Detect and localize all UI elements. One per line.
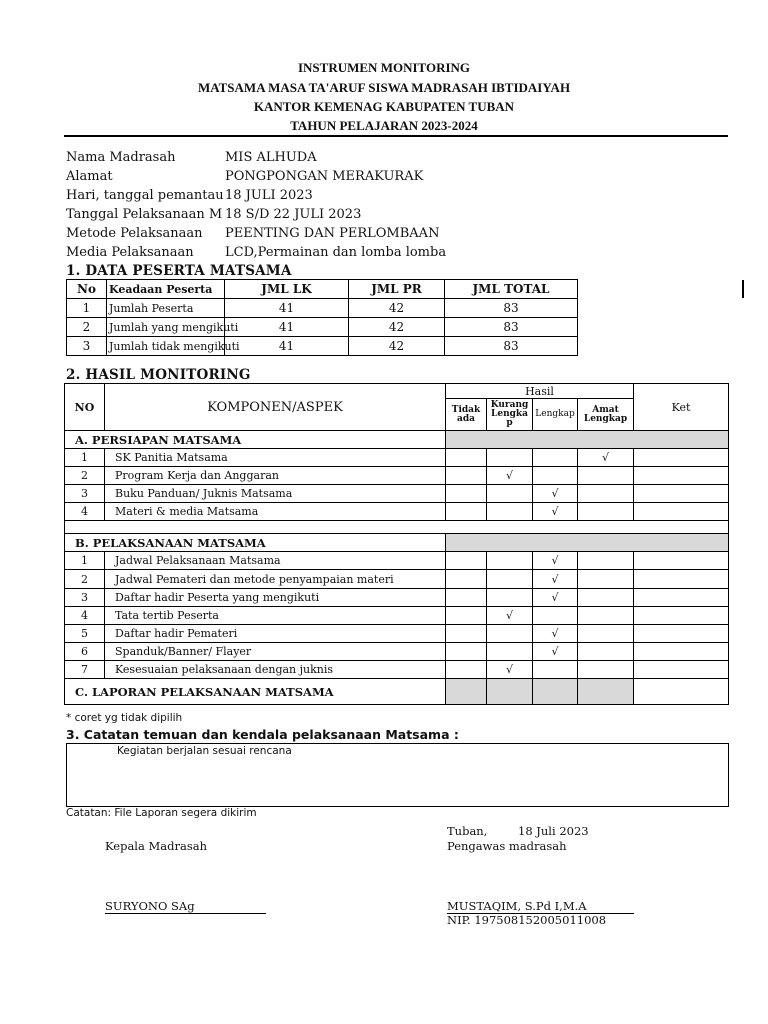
col-header-kurang (487, 399, 533, 431)
check-cell: √ (487, 467, 533, 485)
table-row (65, 589, 729, 607)
header-text: Lengkap (583, 413, 628, 424)
info-label: Media Pelaksanaan (66, 245, 194, 260)
ket-cell (634, 552, 729, 570)
rating-cell (578, 661, 634, 679)
row-lk: 41 (225, 337, 349, 356)
row-no: 1 (65, 449, 105, 467)
rating-cell (446, 485, 487, 503)
nip: NIP. 197508152005011008 (447, 913, 607, 927)
notes-text: Kegiatan berjalan sesuai rencana (117, 745, 292, 757)
info-label: Nama Madrasah (66, 150, 176, 165)
row-label: Daftar hadir Peserta yang mengikuti (105, 589, 446, 607)
check-cell: √ (533, 570, 578, 589)
row-label: Program Kerja dan Anggaran (105, 467, 446, 485)
info-label: Hari, tanggal pemantau (66, 188, 224, 203)
rating-cell (578, 503, 634, 521)
row-no: 1 (65, 552, 105, 570)
rating-cell (446, 643, 487, 661)
col-header-tidak-ada (446, 399, 487, 431)
row-no: 3 (65, 589, 105, 607)
info-label: Metode Pelaksanaan (66, 226, 203, 241)
rating-cell (487, 570, 533, 589)
info-label: Alamat (66, 169, 113, 184)
row-label: Daftar hadir Pemateri (105, 625, 446, 643)
row-label: Materi & media Matsama (105, 503, 446, 521)
row-no: 2 (67, 318, 107, 337)
header-text: Lengka (491, 409, 528, 419)
row-no: 2 (65, 467, 105, 485)
row-pr: 42 (349, 299, 445, 318)
ket-cell (634, 503, 729, 521)
rating-cell (487, 449, 533, 467)
info-value: 18 JULI 2023 (225, 188, 313, 203)
group-title: B. PELAKSANAAN MATSAMA (65, 534, 446, 552)
sign-place: Tuban, (447, 824, 488, 838)
row-no: 6 (65, 643, 105, 661)
row-no: 3 (65, 485, 105, 503)
check-cell: √ (487, 661, 533, 679)
ket-cell (634, 643, 729, 661)
table-row (65, 467, 729, 485)
table-row (65, 570, 729, 589)
col-header-hasil: Hasil (446, 384, 634, 399)
rating-cell (487, 503, 533, 521)
rating-cell (487, 589, 533, 607)
header-text: Tidak (451, 404, 481, 415)
rating-cell (446, 607, 487, 625)
rating-cell (533, 467, 578, 485)
header-text: Amat (592, 404, 619, 415)
row-pr: 42 (349, 318, 445, 337)
group-row (65, 679, 729, 705)
table-row (65, 485, 729, 503)
sign-date: 18 Juli 2023 (518, 824, 589, 838)
rating-cell (533, 661, 578, 679)
left-role: Kepala Madrasah (105, 839, 208, 853)
group-title: A. PERSIAPAN MATSAMA (65, 431, 446, 449)
text-cursor (742, 280, 744, 298)
row-label: Buku Panduan/ Juknis Matsama (105, 485, 446, 503)
row-pr: 42 (349, 337, 445, 356)
header-text: p (506, 418, 513, 428)
row-lk: 41 (225, 318, 349, 337)
gray-cell (578, 679, 634, 705)
row-label: Jumlah yang mengikuti (107, 318, 225, 337)
spacer-cell (65, 521, 729, 534)
col-header-no: NO (65, 384, 105, 431)
row-label: Spanduk/Banner/ Flayer (105, 643, 446, 661)
table-header-row (65, 384, 729, 399)
row-no: 7 (65, 661, 105, 679)
ket-cell (634, 607, 729, 625)
col-header: Keadaan Peserta (107, 280, 225, 299)
row-no: 3 (67, 337, 107, 356)
check-cell: √ (578, 449, 634, 467)
doc-title-line4: TAHUN PELAJARAN 2023-2024 (290, 118, 478, 133)
info-value: LCD,Permainan dan lomba lomba (225, 245, 447, 260)
section3-title: 3. Catatan temuan dan kendala pelaksanaan Matsama : (66, 727, 459, 742)
rating-cell (487, 643, 533, 661)
section1-title: 1. DATA PESERTA MATSAMA (66, 263, 292, 279)
gray-cell (533, 679, 578, 705)
row-no: 4 (65, 607, 105, 625)
check-cell: √ (533, 503, 578, 521)
monitoring-table (64, 383, 729, 705)
col-header: No (67, 280, 107, 299)
catatan-text: Catatan: File Laporan segera dikirim (66, 807, 257, 819)
col-header: JML TOTAL (445, 280, 578, 299)
table-row (65, 607, 729, 625)
participant-table (66, 279, 578, 356)
check-cell: √ (533, 589, 578, 607)
gray-cell (487, 679, 533, 705)
info-label: Tanggal Pelaksanaan M (66, 207, 223, 222)
note-coret: * coret yg tidak dipilih (66, 712, 183, 724)
ket-cell (634, 467, 729, 485)
rating-cell (446, 503, 487, 521)
group-row (65, 431, 729, 449)
ket-cell (634, 589, 729, 607)
row-label: SK Panitia Matsama (105, 449, 446, 467)
rating-cell (578, 485, 634, 503)
rating-cell (446, 570, 487, 589)
rating-cell (578, 625, 634, 643)
row-label: Jadwal Pemateri dan metode penyampaian materi (105, 570, 446, 589)
left-name: SURYONO SAg (105, 899, 195, 913)
rating-cell (533, 449, 578, 467)
table-row (65, 552, 729, 570)
ket-cell (634, 570, 729, 589)
rating-cell (578, 589, 634, 607)
table-header-row (67, 280, 578, 299)
group-row (65, 534, 729, 552)
col-header: JML PR (349, 280, 445, 299)
row-total: 83 (445, 299, 578, 318)
info-value: 18 S/D 22 JULI 2023 (225, 207, 362, 222)
col-header-komponen: KOMPONEN/ASPEK (105, 384, 446, 431)
rating-cell (578, 467, 634, 485)
info-value: PONGPONGAN MERAKURAK (225, 169, 424, 184)
table-row (67, 318, 578, 337)
col-header-ket: Ket (634, 384, 729, 431)
gray-cell (446, 534, 729, 552)
rating-cell (578, 552, 634, 570)
table-row (65, 661, 729, 679)
rating-cell (533, 607, 578, 625)
rating-cell (446, 625, 487, 643)
row-label: Jumlah Peserta (107, 299, 225, 318)
row-total: 83 (445, 318, 578, 337)
rating-cell (446, 661, 487, 679)
rating-cell (446, 467, 487, 485)
col-header-amat (578, 399, 634, 431)
ket-cell (634, 449, 729, 467)
table-row (65, 643, 729, 661)
table-row (65, 449, 729, 467)
check-cell: √ (533, 552, 578, 570)
row-label: Kesesuaian pelaksanaan dengan juknis (105, 661, 446, 679)
row-no: 5 (65, 625, 105, 643)
info-value: MIS ALHUDA (225, 150, 317, 165)
check-cell: √ (533, 625, 578, 643)
row-label: Jumlah tidak mengikuti (107, 337, 225, 356)
gray-cell (446, 679, 487, 705)
row-total: 83 (445, 337, 578, 356)
ket-cell (634, 485, 729, 503)
section2-title: 2. HASIL MONITORING (66, 367, 251, 383)
ket-cell (634, 625, 729, 643)
rating-cell (487, 552, 533, 570)
rating-cell (446, 449, 487, 467)
check-cell: √ (487, 607, 533, 625)
rating-cell (578, 570, 634, 589)
header-text: Kurang (490, 400, 529, 410)
check-cell: √ (533, 485, 578, 503)
doc-title-line1: INSTRUMEN MONITORING (297, 60, 471, 75)
row-no: 2 (65, 570, 105, 589)
spacer-row (65, 521, 729, 534)
rating-cell (487, 625, 533, 643)
col-header-lengkap: Lengkap (533, 399, 578, 431)
rating-cell (446, 589, 487, 607)
info-value: PEENTING DAN PERLOMBAAN (225, 226, 440, 241)
col-header: JML LK (225, 280, 349, 299)
header-text: ada (457, 413, 475, 424)
rating-cell (578, 643, 634, 661)
right-role: Pengawas madrasah (447, 839, 567, 853)
header-divider (64, 135, 728, 137)
ket-cell (634, 661, 729, 679)
check-cell: √ (533, 643, 578, 661)
table-row (65, 625, 729, 643)
row-no: 1 (67, 299, 107, 318)
right-name: MUSTAQIM, S.Pd I,M.A (447, 899, 587, 913)
row-label: Tata tertib Peserta (105, 607, 446, 625)
ket-cell (634, 679, 729, 705)
rating-cell (446, 552, 487, 570)
rating-cell (578, 607, 634, 625)
row-no: 4 (65, 503, 105, 521)
left-name-underline (105, 913, 266, 914)
table-row (67, 299, 578, 318)
gray-cell (446, 431, 729, 449)
row-label: Jadwal Pelaksanaan Matsama (105, 552, 446, 570)
notes-box (66, 743, 729, 807)
table-row (67, 337, 578, 356)
rating-cell (487, 485, 533, 503)
table-row (65, 503, 729, 521)
doc-title-line3: KANTOR KEMENAG KABUPATEN TUBAN (253, 99, 515, 114)
group-title: C. LAPORAN PELAKSANAAN MATSAMA (65, 679, 446, 705)
row-lk: 41 (225, 299, 349, 318)
doc-title-line2: MATSAMA MASA TA'ARUF SISWA MADRASAH IBTIDAIYAH (197, 80, 571, 95)
